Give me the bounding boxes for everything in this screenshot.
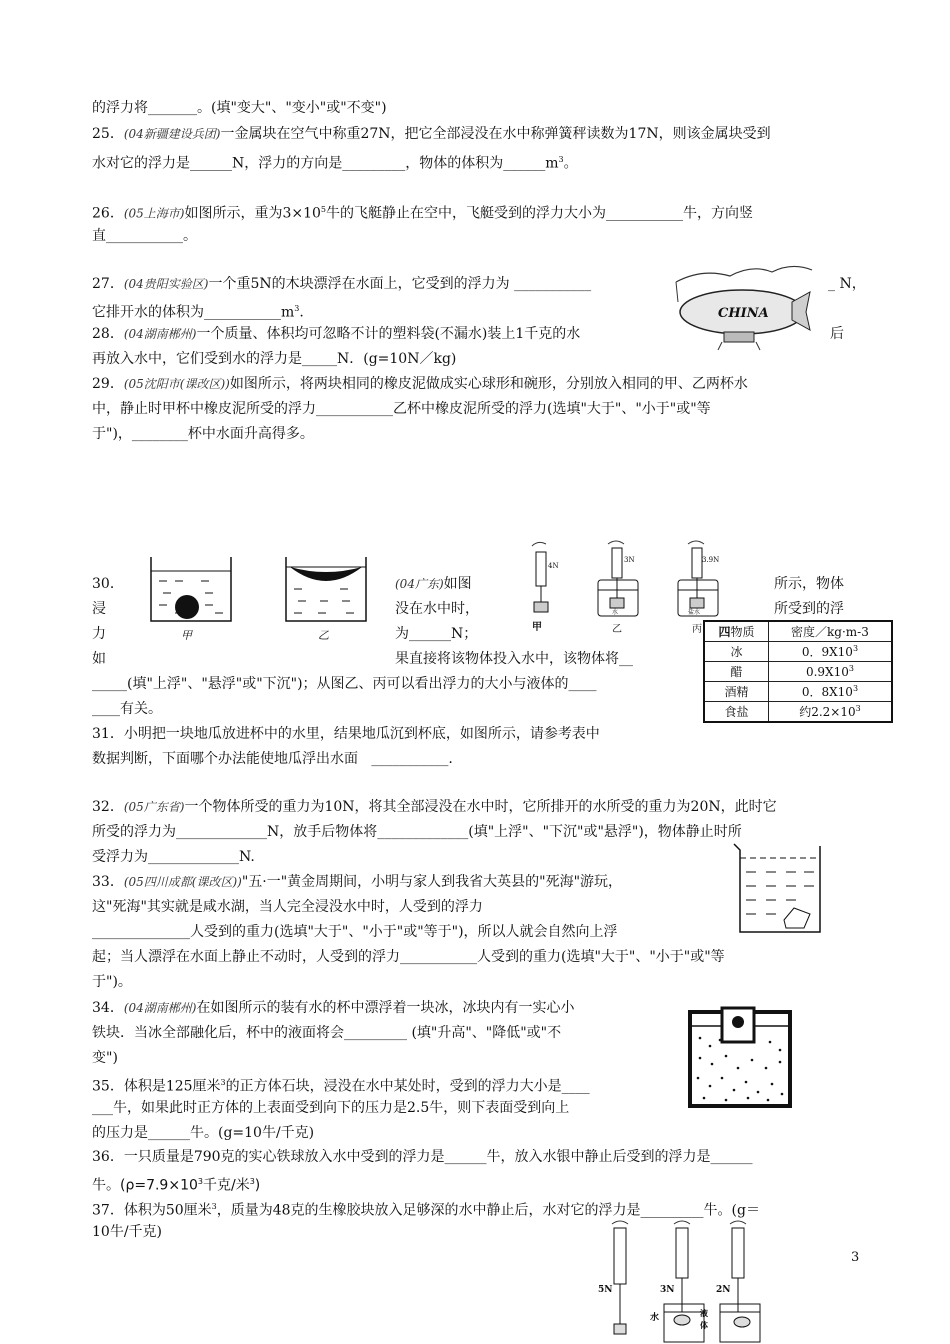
- bottom-scale-2-value: 3N: [660, 1285, 675, 1295]
- bottom-scales-figure: [598, 1220, 768, 1344]
- cup-jia: [151, 557, 231, 642]
- q30-line3-mid: 为______N；: [395, 626, 478, 642]
- spring-yi-value: 3N: [624, 556, 635, 564]
- spring-yi: [598, 541, 638, 635]
- cup-jia-label: 甲: [181, 629, 192, 642]
- q32-line2: 所受的浮力为_____________N，放手后物体将_____________(填"上浮"、"下沉"或"悬浮")，物体静止时所: [92, 824, 742, 840]
- q34-line2: 铁块．当冰全部融化后，杯中的液面将会_________ (填"升高"、"降低"或"不: [92, 1025, 562, 1041]
- table-row: 醋 $0.9X10^3$: [704, 662, 892, 682]
- clay-ball: [175, 595, 199, 619]
- q36-line1: 36．一只质量是790克的实心铁球放入水中受到的浮力是______牛，放入水银中静止后受到的浮力是______: [92, 1149, 753, 1165]
- q26-line1: 26．(05上海市)如图所示，重为$3\times 10^5$牛的飞艇静止在空中，飞艇受到的浮力大小为___________牛，方向竖: [92, 205, 754, 222]
- spring-jia: [532, 542, 559, 633]
- q34-line1: 34．(04湖南郴州)在如图所示的装有水的杯中漂浮着一块冰，冰块内有一实心小: [92, 1000, 575, 1016]
- q33-line4: 起；当人漂浮在水面上静止不动时，人受到的浮力___________人受到的重力(选填"大于"、"小于"或"等: [92, 949, 725, 965]
- q33-line1: 33．(05四川成都(课改区))"五·一"黄金周期间，小明与家人到我省大英县的"死海"游玩，: [92, 874, 623, 890]
- cup-yi-label: 乙: [318, 629, 329, 642]
- table-header-row: [704, 621, 892, 642]
- airship-gondola: [724, 332, 754, 342]
- q28-line2: 再放入水中，它们受到水的浮力是_____N．(g=10N／kg): [92, 351, 457, 367]
- bottom-scale-3-liquid-2: 体: [700, 1320, 708, 1330]
- bottom-scale-2-water: 水: [650, 1313, 660, 1323]
- q30-line6: ____有关。: [92, 701, 162, 717]
- ice-cup-figure: [686, 998, 796, 1108]
- spring-jia-value: 4N: [548, 562, 559, 570]
- q30-line4-mid: 果直接将该物体投入水中，该物体将__: [395, 651, 633, 667]
- table-row: 酒精 0．$8X10^3$: [704, 682, 892, 702]
- q27-line1: 27．(04贵阳实验区)一个重5N的木块漂浮在水面上，它受到的浮力为 ___________: [92, 276, 592, 292]
- q33-line2: 这"死海"其实就是咸水湖，当人完全浸没水中时，人受到的浮力: [92, 899, 483, 915]
- q34-line3: 变"): [92, 1050, 118, 1066]
- airship-label: CHINA: [718, 306, 769, 321]
- table-row: 冰 0．$9X10^3$: [704, 642, 892, 662]
- clay-bowl: [290, 567, 362, 581]
- q30-line3-start: 力: [92, 626, 106, 642]
- q37-line1: 37．体积为50厘米$^3$，质量为48克的生橡胶块放入足够深的水中静止后，水对它的浮力是_________牛。(g＝: [92, 1202, 760, 1219]
- q29-line2: 中，静止时甲杯中橡皮泥所受的浮力___________乙杯中橡皮泥所受的浮力(选填"大于"、"小于"或"等: [92, 401, 711, 417]
- bottom-scale-3-liquid-1: 液: [700, 1308, 708, 1318]
- q37-line2: 10牛/千克): [92, 1224, 162, 1240]
- q30-line1-end: 所示，物体: [774, 576, 844, 592]
- q27-line2: 它排开水的体积为$\_\_\_\_\_\_\_\_\_\_\_m^3$.: [92, 304, 304, 321]
- q24-tail: 的浮力将_______。(填"变大"、"变小"或"不变"): [92, 100, 387, 116]
- sweet-potato: [784, 908, 810, 928]
- spring-yi-water: 水: [612, 609, 619, 616]
- q32-line3: 受浮力为_____________N.: [92, 849, 255, 865]
- spring-bing-value: 3.9N: [702, 556, 720, 564]
- spring-bing-label: 丙: [692, 624, 702, 635]
- q35-line3: 的压力是______牛。(g=10牛/千克): [92, 1125, 315, 1141]
- bottom-scale-1: [598, 1221, 628, 1334]
- q30-line1-mid: (04广东)如图: [395, 576, 472, 592]
- cup-yi: [286, 557, 366, 642]
- spring-bing-salt: 盐水: [688, 609, 701, 616]
- q26-line2: 直___________。: [92, 228, 197, 244]
- bottom-scale-3: [700, 1221, 760, 1342]
- q35-line2: ___牛，如果此时正方体的上表面受到向下的压力是2.5牛，则下表面受到向上: [92, 1100, 570, 1116]
- q30-line2-start: 浸: [92, 601, 106, 617]
- page-number: 3: [851, 1250, 860, 1265]
- q30-line2-mid: 没在水中时，: [395, 601, 479, 617]
- beaker-figure: [728, 838, 828, 938]
- q30-line4-start: 如: [92, 651, 106, 667]
- q31-line1: 31．小明把一块地瓜放进杯中的水里，结果地瓜沉到杯底，如图所示，请参考表中: [92, 726, 600, 742]
- q25-line2: 水对它的浮力是______N，浮力的方向是_________，物体的体积为$\_\_\_\_\_\_m^3$。: [92, 155, 578, 172]
- table-header-density: 密度／kg·m-3: [768, 621, 892, 642]
- q31-line2: 数据判断，下面哪个办法能使地瓜浮出水面 ___________.: [92, 751, 453, 767]
- q29-line3: 于")，________杯中水面升高得多。: [92, 426, 314, 442]
- table-header-substance: 四物质: [704, 621, 768, 642]
- spring-jia-label: 甲: [532, 622, 542, 633]
- bottom-scale-3-value: 2N: [716, 1285, 731, 1295]
- q28-line1-end: 后: [830, 326, 844, 342]
- q30-line5: _____(填"上浮"、"悬浮"或"下沉")；从图乙、丙可以看出浮力的大小与液体的____: [92, 676, 597, 692]
- q30-line2-end: 所受到的浮: [774, 601, 844, 617]
- iron-piece: [732, 1016, 744, 1028]
- q35-line1: 35．体积是125厘米$^3$的正方体石块，浸没在水中某处时，受到的浮力大小是____: [92, 1078, 590, 1095]
- airship-figure: [672, 262, 820, 354]
- q28-line1: 28．(04湖南郴州)一个质量、体积均可忽略不计的塑料袋(不漏水)装上1千克的水: [92, 326, 581, 342]
- spring-yi-label: 乙: [612, 624, 622, 635]
- q33-line5: 于")。: [92, 974, 132, 990]
- spring-scales-figure: [518, 540, 728, 635]
- q25-line1: 25．(04新疆建设兵团)一金属块在空气中称重27N，把它全部浸没在水中称弹簧秤读数为17N，则该金属块受到: [92, 126, 771, 142]
- q29-line1: 29．(05沈阳市(课改区))如图所示，将两块相同的橡皮泥做成实心球形和碗形，分别放入相同的甲、乙两杯水: [92, 376, 748, 392]
- bottom-scale-1-value: 5N: [598, 1285, 613, 1295]
- q32-line1: 32．(05广东省)一个物体所受的重力为10N，将其全部浸没在水中时，它所排开的水所受的重力为20N，此时它: [92, 799, 777, 815]
- density-table: [703, 620, 893, 723]
- q30-line1-start: 30．: [92, 576, 124, 592]
- cups-figure: [145, 555, 385, 645]
- bottom-scale-2: [650, 1221, 704, 1342]
- q36-line2: 牛。($\rho=7.9\times 10^3$千克/米$^3$): [92, 1177, 261, 1194]
- table-row: 食盐 约$2.2\times 10^3$: [704, 702, 892, 723]
- q33-line3: ______________人受到的重力(选填"大于"、"小于"或"等于")，所以人就会自然向上浮: [92, 924, 618, 940]
- q27-line1-end: _ N，: [828, 276, 866, 292]
